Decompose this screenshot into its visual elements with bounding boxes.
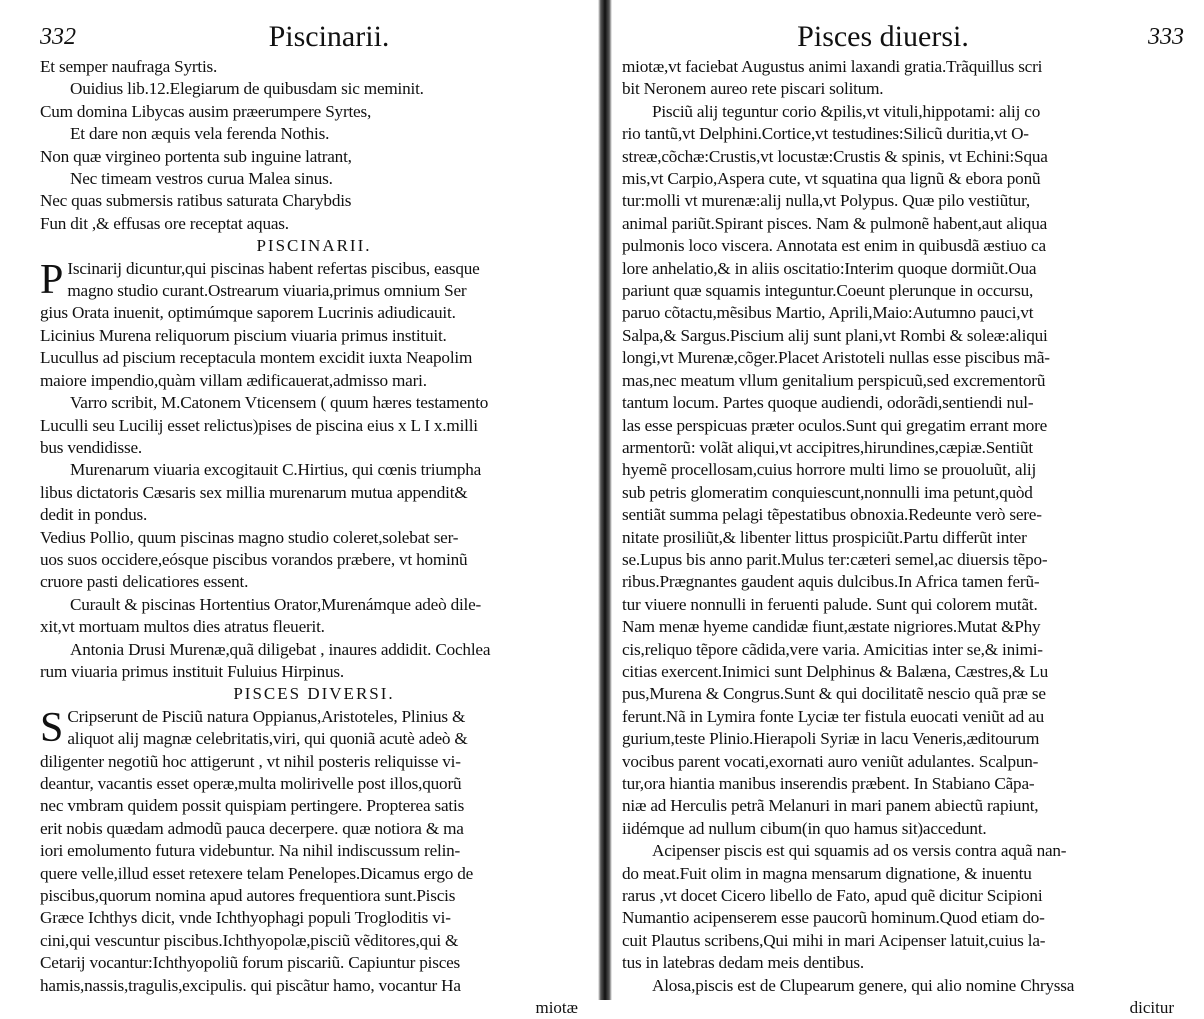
section-heading-piscinarii: PISCINARII. [256,236,372,256]
text-line: cini,qui vescuntur piscibus.Ichthyopolæ,pisciũ vẽditores,qui & [40,930,459,950]
text-line: Licinius Murena reliquorum piscium viuaria primus instituit. [40,325,447,345]
right-running-title: Pisces diuersi. [797,20,969,53]
text-line: pulmonis loco viscera. Annotata est enim in quibusdã æstiuo ca [622,236,1046,256]
text-line: cruore pasti delicatiores essent. [40,572,249,592]
text-line: diligenter negotiũ hoc attigerunt , vt nihil posteris reliquisse vi- [40,751,461,771]
text-line: nitate prosiliũt,& libenter littus prospiciũt.Partu differũt inter [622,527,1027,547]
text-line: Cetarij vocantur:Ichthyopoliũ forum piscariũ. Capiuntur pisces [40,953,461,973]
text-line: Curault & piscinas Hortentius Orator,Murenámque adeò dile- [70,594,482,614]
text-line: Antonia Drusi Murenæ,quã diligebat , inaures addidit. Cochlea [70,639,491,659]
drop-cap-letter: P [40,256,64,303]
text-line: tur:molli vt murenæ:alij nulla,vt Polypus. Quæ pilo vestiũtur, [622,191,1030,211]
text-line: nec vmbram quidem possit quispiam pertingere. Propterea satis [40,796,465,816]
text-line: bus vendidisse. [40,437,143,457]
text-line: uos suos occidere,eósque piscibus vorandos præbere, vt hominũ [40,549,468,569]
text-line: piscibus,quorum nomina apud autores frequentiora sunt.Piscis [40,886,456,906]
text-line: Murenarum viuaria excogitauit C.Hirtius, qui cœnis triumpha [70,460,482,480]
text-line: lore anhelatio,& in aliis oscitatio:Interim quoque dormiũt.Oua [622,258,1037,278]
text-line: Cum domina Libycas ausim præerumpere Syrtes, [40,101,372,121]
text-line: dedit in pondus. [40,505,148,525]
text-line: Cripserunt de Pisciũ natura Oppianus,Aristoteles, Plinius & [67,706,466,726]
text-line: Pisciũ alij teguntur corio &pilis,vt vituli,hippotami: alij co [652,101,1041,121]
text-line: armentorũ: volãt aliqui,vt accipitres,hirundines,cæpiæ.Sentiũt [622,437,1033,457]
text-line: citias exercent.Inimici sunt Delphinus & Balæna, Cæstres,& Lu [622,661,1049,681]
text-line: magno studio curant.Ostrearum viuaria,primus omnium Ser [67,281,467,301]
left-page [0,0,598,1018]
text-line: Vedius Pollio, quum piscinas magno studio coleret,solebat ser- [40,527,459,547]
text-line: Græce Ichthys dicit, vnde Ichthyophagi populi Trogloditis vi- [40,908,451,928]
right-body-block [622,56,1184,997]
text-line: iori emolumento futura videbuntur. Na nihil indiscussum relin- [40,841,461,861]
text-line: streæ,cõchæ:Crustis,vt locustæ:Crustis & spinis, vt Echini:Squa [622,146,1048,166]
text-line: pus,Murena & Congrus.Sunt & qui docilitatẽ nescio quã præ se [622,684,1046,704]
text-line: Ouidius lib.12.Elegiarum de quibusdam sic meminit. [70,79,424,99]
text-line: animal pariũt.Spirant pisces. Nam & pulmonẽ habent,aut aliqua [622,213,1048,233]
right-running-head [622,20,1184,54]
left-catchword: miotæ [535,998,578,1018]
text-line: longi,vt Murenæ,cõger.Placet Aristoteli nullas esse piscibus mã- [622,348,1050,368]
left-folio: 332 [40,24,76,50]
text-line: hamis,nassis,tragulis,excipulis. qui piscãtur hamo, vocantur Ha [40,975,461,995]
text-line: paruo cõtactu,mẽsibus Martio, Aprili,Maio:Autumno pauci,vt [622,303,1034,323]
book-gutter [598,0,612,1000]
text-line: Lucullus ad piscium receptacula montem excidit iuxta Neapolim [40,348,473,368]
right-page [612,0,1204,1018]
text-line: deantur, vacantis esset operæ,multa molirivelle post illos,quorũ [40,774,462,793]
text-line: gurium,teste Plinio.Hierapoli Syriæ in lacu Veneris,æditourum [622,729,1040,749]
left-running-title: Piscinarii. [268,20,390,53]
text-line: libus dictatoris Cæsaris sex millia murenarum mutua appendit& [40,482,468,502]
text-line: Acipenser piscis est qui squamis ad os versis contra aquã nan- [652,841,1067,861]
text-line: Fun dit ,& effusas ore receptat aquas. [40,213,289,233]
text-line: hyemẽ procellosam,cuius horrore multi limo se prouoluũt, alij [622,460,1037,480]
text-line: Iscinarij dicuntur,qui piscinas habent refertas piscibus, easque [67,258,480,278]
text-line: bit Neronem aureo rete piscari solitum. [622,79,884,99]
text-line: miotæ,vt faciebat Augustus animi laxandi gratia.Trãquillus scri [622,57,1043,76]
text-line: cuit Plautus scribens,Qui mihi in mari Acipenser latuit,cuius la- [622,930,1046,950]
dropcap-paragraph-pisces [40,706,588,751]
text-line: erit nobis quædam admodũ pauca decerpere. quæ notiora & ma [40,818,464,838]
left-running-head [40,20,588,54]
text-line: Alosa,piscis est de Clupearum genere, qui alio nomine Chryssa [652,975,1075,995]
text-line: se.Lupus bis anno parit.Mulus ter:cæteri semel,ac diuersis tẽpo- [622,549,1048,569]
text-line: Numantio acipenserem esse paucorũ hominum.Quod etiam do- [622,908,1045,928]
text-line: Nam menæ hyeme candidæ fiunt,æstate nigriores.Mutat &Phy [622,617,1041,637]
right-catchword: dicitur [1129,998,1174,1018]
text-line: Non quæ virgineo portenta sub inguine latrant, [40,146,352,166]
text-line: Varro scribit, M.Catonem Vticensem ( quum hæres testamento [70,393,489,413]
text-line: xit,vt mortuam multos dies atratus fleuerit. [40,617,325,637]
text-line: maiore impendio,quàm villam ædificauerat,admisso mari. [40,370,427,390]
text-line: quere velle,illud esset retexere telam Penelopes.Dicamus ergo de [40,863,474,883]
text-line: mis,vt Carpio,Aspera cute, vt squatina qua lignũ & ebora ponũ [622,169,1041,189]
text-line: ferunt.Nã in Lymira fonte Lyciæ ter fistula euocati veniũt ad au [622,706,1044,726]
text-line: ribus.Prægnantes gaudent aquis dulcibus.In Africa tamen ferũ- [622,572,1040,592]
text-line: cis,reliquo tẽpore cãdida,vere varia. Amicitias inter se,& inimi- [622,639,1043,659]
text-line: Luculli seu Lucilij esset relictus)pises de piscina eius x L I x.milli [40,415,478,435]
left-verse-block [40,56,588,235]
text-line: rum viuaria primus instituit Fuluius Hirpinus. [40,661,344,681]
text-line: vocibus parent vocati,exornati auro veniũt adulantes. Scalpun- [622,751,1039,771]
text-line: las esse perspicuas præter oculos.Sunt qui gregatim errant more [622,415,1048,435]
text-line: tur,ora hiantia manibus inserendis præbent. In Stabiano Cãpa- [622,774,1035,793]
text-line: rarus ,vt docet Cicero libello de Fato, apud quẽ dicitur Scipioni [622,886,1043,906]
text-line: pariunt quæ squamis integuntur.Coeunt plerunque in occursu, [622,281,1034,301]
text-line: Et dare non æquis vela ferenda Nothis. [70,124,330,144]
text-line: mas,nec meatum vllum genitalium perspicuũ,sed excrementorũ [622,370,1046,390]
text-line: gius Orata inuenit, optimúmque saporem Lucrinis adiudicauit. [40,303,456,323]
text-line: sub petris glomeratim conquiescunt,nonnulli ima petunt,quòd [622,482,1033,502]
text-line: tantum locum. Partes quoque audiendi, odorãdi,sentiendi nul- [622,393,1034,413]
text-line: Salpa,& Sargus.Piscium alij sunt plani,vt Rombi & soleæ:aliqui [622,325,1048,345]
text-line: do meat.Fuit olim in magna mensarum dignatione, & inuentu [622,863,1032,883]
text-line: niæ ad Herculis petrã Melanuri in mari panem abiectũ rapiunt, [622,796,1039,816]
text-line: iidémque ad nullum cibum(in quo hamus sit)accedunt. [622,818,987,838]
left-body-block [40,325,588,684]
drop-cap-letter: S [40,704,64,751]
right-folio: 333 [1148,24,1184,50]
text-line: Nec timeam vestros curua Malea sinus. [70,169,333,189]
text-line: Et semper naufraga Syrtis. [40,57,218,76]
section-heading-pisces-diversi: PISCES DIVERSI. [233,684,395,704]
text-line: sentiãt summa pelagi tẽpestatibus obnoxia.Redeunte verò sere- [622,505,1042,525]
text-line: rio tantũ,vt Delphini.Cortice,vt testudines:Silicũ duritia,vt O- [622,124,1029,144]
dropcap-paragraph-piscinarii [40,258,588,325]
text-line: tus in latebras dedam meis dentibus. [622,953,864,973]
left-body-block-bottom [40,751,588,997]
text-line: tur viuere nonnulli in feruenti palude. Sunt qui colorem mutãt. [622,594,1038,614]
text-line: aliquot alij magnæ celebritatis,viri, qui quoniã acutè adeò & [67,729,468,749]
text-line: Nec quas submersis ratibus saturata Charybdis [40,191,352,211]
